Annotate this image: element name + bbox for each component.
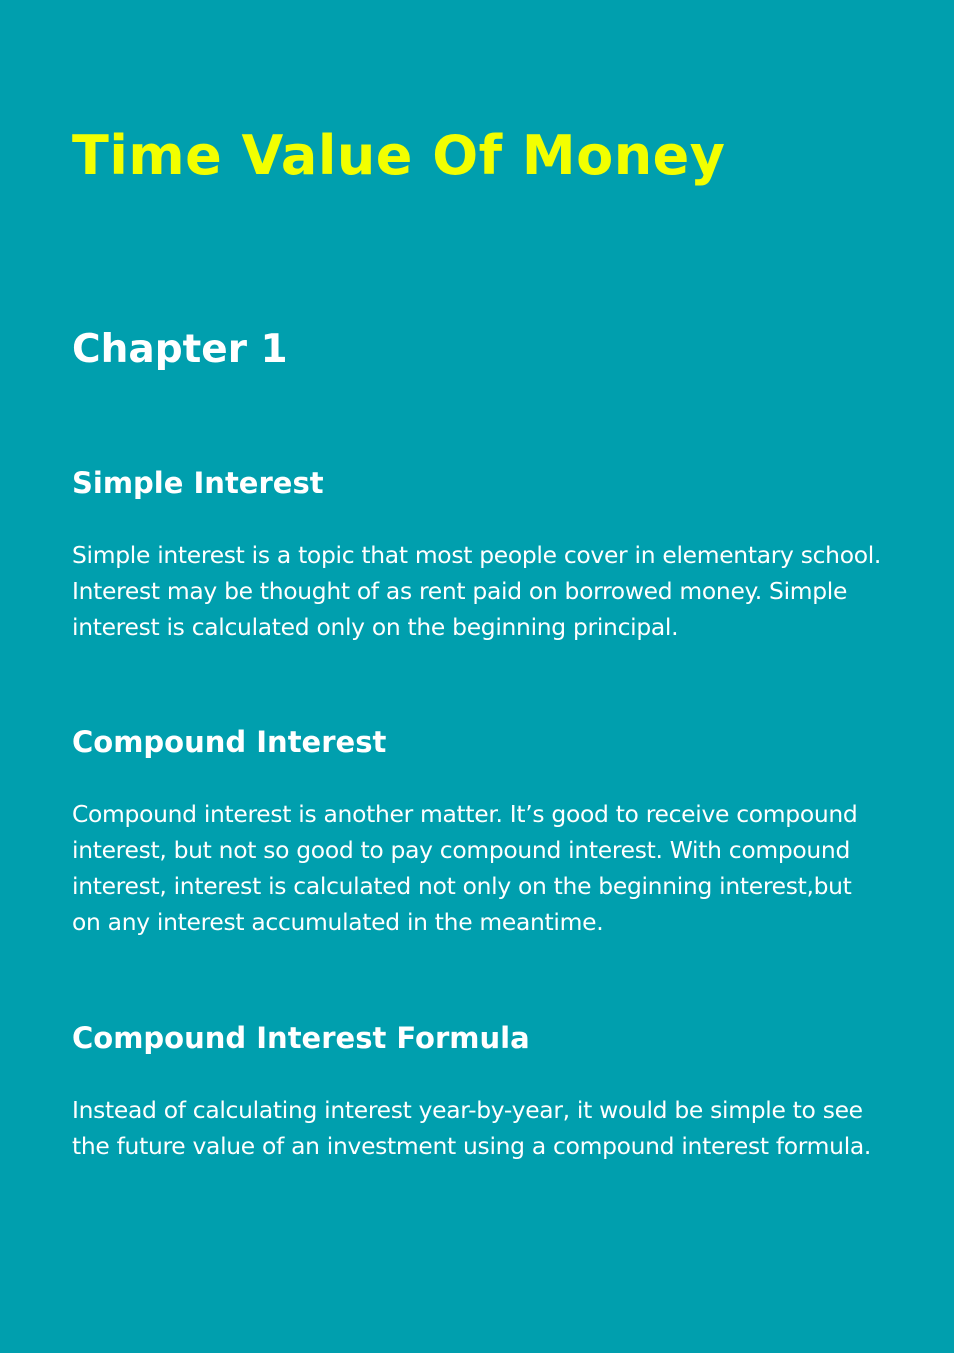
- section-heading: Simple Interest: [72, 466, 324, 500]
- document-title: Time Value Of Money: [72, 124, 726, 187]
- section-heading: Compound Interest Formula: [72, 1021, 530, 1055]
- section-compound-interest-formula: [72, 1018, 884, 1164]
- chapter-heading: Chapter 1: [72, 327, 288, 372]
- section-compound-interest: [72, 722, 884, 940]
- section-paragraph: Simple interest is a topic that most people cover in elementary school. Interest may be thought of as rent paid on borrowed money. Simple interest is calculated only on the beginning principal.: [72, 541, 882, 641]
- section-heading: Compound Interest: [72, 725, 387, 759]
- section-simple-interest: [72, 463, 884, 645]
- section-paragraph: Instead of calculating interest year-by-year, it would be simple to see the future value of an investment using a compound interest formula.: [72, 1096, 872, 1160]
- section-paragraph: Compound interest is another matter. It’s good to receive compound interest, but not so good to pay compound interest. With compound interest, interest is calculated not only on the beginning interest,but on any interest accumulated in the meantime.: [72, 800, 858, 936]
